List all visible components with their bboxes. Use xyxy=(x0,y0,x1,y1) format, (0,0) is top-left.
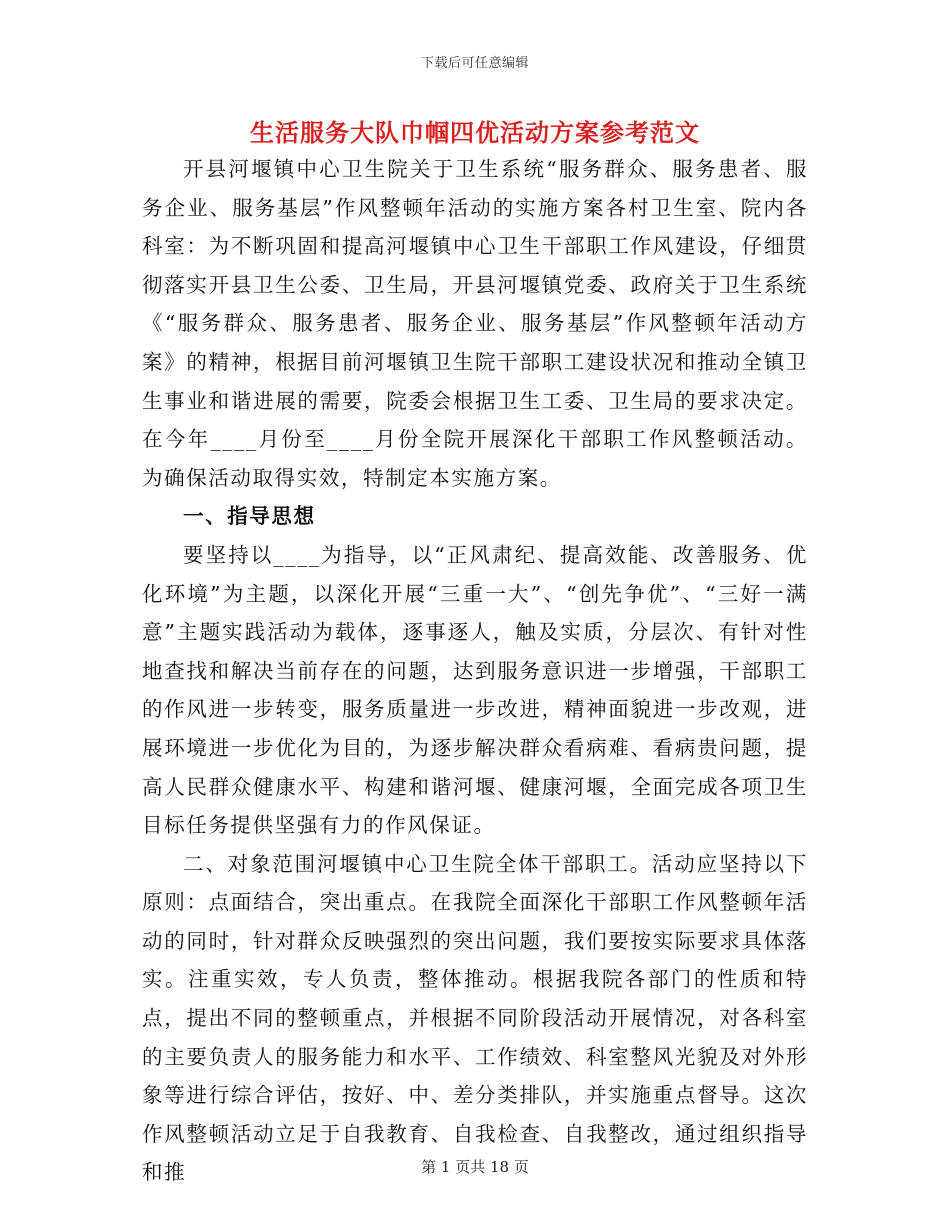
body-paragraph-intro: 开县河堰镇中心卫生院关于卫生系统“服务群众、服务患者、服务企业、服务基层”作风整顿年活动的实施方案各村卫生室、院内各科室：为不断巩固和提高河堰镇中心卫生干部职工作风建设，仔细贯彻落实开县卫生公委、卫生局，开县河堰镇党委、政府关于卫生系统《“服务群众、服务患者、服务企业、服务基层”作风整顿年活动方案》的精神，根据目前河堰镇卫生院干部职工建设状况和推动全镇卫生事业和谐进展的需要，院委会根据卫生工委、卫生局的要求决定。在今年____月份至____月份全院开展深化干部职工作风整顿活动。为确保活动取得实效，特制定本实施方案。 xyxy=(142,157,808,490)
section-heading-guiding-thought: 一、指导思想 xyxy=(183,504,316,529)
page-number-footer: 第 1 页共 18 页 xyxy=(421,1158,529,1176)
document-body xyxy=(142,150,808,1192)
header-note: 下载后可任意编辑 xyxy=(420,56,529,71)
body-paragraph-guiding-thought: 要坚持以____为指导，以“正风肃纪、提高效能、改善服务、优化环境”为主题，以深化开展“三重一大”、“创先争优”、“三好一满意”主题实践活动为载体，逐事逐人，触及实质，分层次、有针对性地查找和解决当前存在的问题，达到服务意识进一步增强，干部职工的作风进一步转变，服务质量进一步改进，精神面貌进一步改观，进展环境进一步优化为目的，为逐步解决群众看病难、看病贵问题，提高人民群众健康水平、构建和谐河堰、健康河堰，全面完成各项卫生目标任务提供坚强有力的作风保证。 xyxy=(142,542,808,838)
document-title: 生活服务大队巾帼四优活动方案参考范文 xyxy=(250,119,700,147)
body-paragraph-scope: 二、对象范围河堰镇中心卫生院全体干部职工。活动应坚持以下原则：点面结合，突出重点。在我院全面深化干部职工作风整顿年活动的同时，针对群众反映强烈的突出问题，我们要按实际要求具体落实。注重实效，专人负责，整体推动。根据我院各部门的性质和特点，提出不同的整顿重点，并根据不同阶段活动开展情况，对各科室的主要负责人的服务能力和水平、工作绩效、科室整风光貌及对外形象等进行综合评估，按好、中、差分类排队，并实施重点督导。这次作风整顿活动立足于自我教育、自我检查、自我整改，通过组织指导和推 xyxy=(142,851,808,1185)
